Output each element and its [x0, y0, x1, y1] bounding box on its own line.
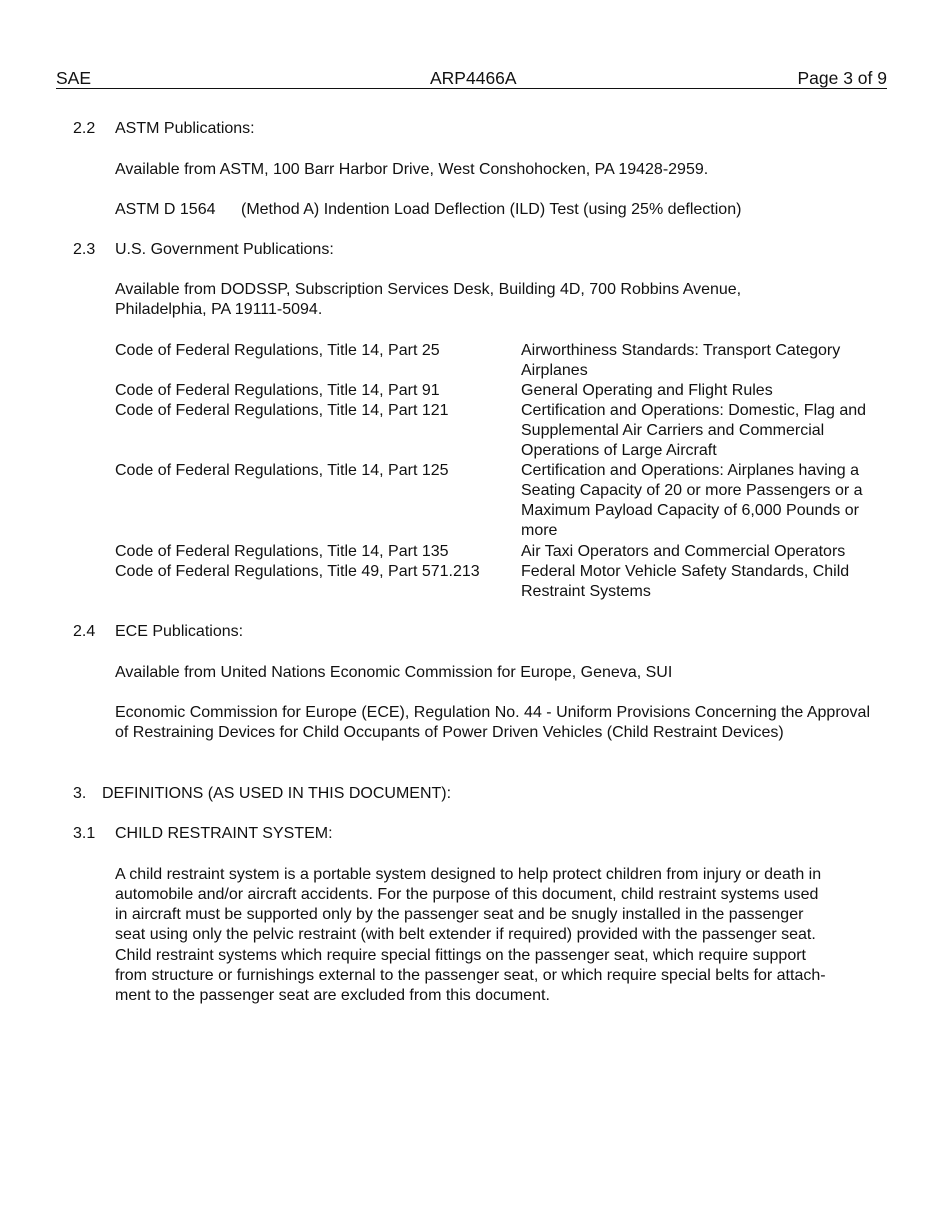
cfr-ref: Code of Federal Regulations, Title 14, Part 135 — [115, 543, 449, 560]
cfr-title: Certification and Operations: Airplanes having a Seating Capacity of 20 or more Passengers or a Maximum Payload Capacity of 6,000 Pounds or more — [521, 462, 863, 539]
cfr-title: Air Taxi Operators and Commercial Operators — [521, 543, 846, 560]
cfr-ref: Code of Federal Regulations, Title 14, Part 91 — [115, 382, 440, 399]
section-2-2-number: 2.2 — [73, 120, 96, 137]
section-3-1-number: 3.1 — [73, 825, 96, 842]
section-3-title: DEFINITIONS (AS USED IN THIS DOCUMENT): — [102, 785, 452, 802]
astm-ref-code: ASTM D 1564 — [115, 201, 216, 218]
page-header — [56, 68, 887, 89]
header-page-number: Page 3 of 9 — [797, 68, 887, 88]
ece-regulation-paragraph: Economic Commission for Europe (ECE), Regulation No. 44 - Uniform Provisions Concerning the Approval of Restraining Devices for Child Occupants of Power Driven Vehicles (Child Restraint Devices) — [115, 704, 870, 741]
paragraph-line: A child restraint system is a portable system designed to help protect children from injury or death in — [115, 866, 822, 883]
paragraph-line: Child restraint systems which require special fittings on the passenger seat, which require support — [115, 947, 806, 964]
section-3-number: 3. — [73, 785, 87, 802]
ece-availability: Available from United Nations Economic Commission for Europe, Geneva, SUI — [115, 664, 673, 681]
cfr-ref: Code of Federal Regulations, Title 14, Part 125 — [115, 462, 449, 479]
dodssp-availability-line2: Philadelphia, PA 19111-5094. — [115, 301, 323, 318]
cfr-title: Federal Motor Vehicle Safety Standards, Child Restraint Systems — [521, 563, 850, 600]
cfr-ref: Code of Federal Regulations, Title 49, Part 571.213 — [115, 563, 480, 580]
paragraph-line: from structure or furnishings external to the passenger seat, or which require special belts for attach- — [115, 967, 826, 984]
cfr-title: Certification and Operations: Domestic, Flag and Supplemental Air Carriers and Commercial Operations of Large Aircraft — [521, 402, 867, 459]
cfr-ref: Code of Federal Regulations, Title 14, Part 25 — [115, 342, 440, 359]
section-3-1-title: CHILD RESTRAINT SYSTEM: — [115, 825, 333, 842]
paragraph-line: seat using only the pelvic restraint (with belt extender if required) provided with the passenger seat. — [115, 926, 816, 943]
paragraph-line: automobile and/or aircraft accidents. For the purpose of this document, child restraint systems used — [115, 886, 819, 903]
cfr-title: Airworthiness Standards: Transport Category Airplanes — [521, 342, 841, 379]
dodssp-availability-line1: Available from DODSSP, Subscription Services Desk, Building 4D, 700 Robbins Avenue, — [115, 281, 742, 298]
header-org: SAE — [56, 68, 92, 88]
section-2-3-number: 2.3 — [73, 241, 96, 258]
section-2-4-title: ECE Publications: — [115, 623, 244, 640]
astm-availability: Available from ASTM, 100 Barr Harbor Drive, West Conshohocken, PA 19428-2959. — [115, 161, 709, 178]
header-doc-number: ARP4466A — [430, 68, 517, 88]
cfr-ref: Code of Federal Regulations, Title 14, Part 121 — [115, 402, 449, 419]
paragraph-line: in aircraft must be supported only by the passenger seat and be snugly installed in the passenger — [115, 906, 804, 923]
astm-ref-description: (Method A) Indention Load Deflection (ILD) Test (using 25% deflection) — [241, 201, 742, 218]
cfr-title: General Operating and Flight Rules — [521, 382, 773, 399]
section-2-2-title: ASTM Publications: — [115, 120, 255, 137]
section-2-3-title: U.S. Government Publications: — [115, 241, 334, 258]
section-2-4-number: 2.4 — [73, 623, 96, 640]
paragraph-line: ment to the passenger seat are excluded from this document. — [115, 987, 550, 1004]
